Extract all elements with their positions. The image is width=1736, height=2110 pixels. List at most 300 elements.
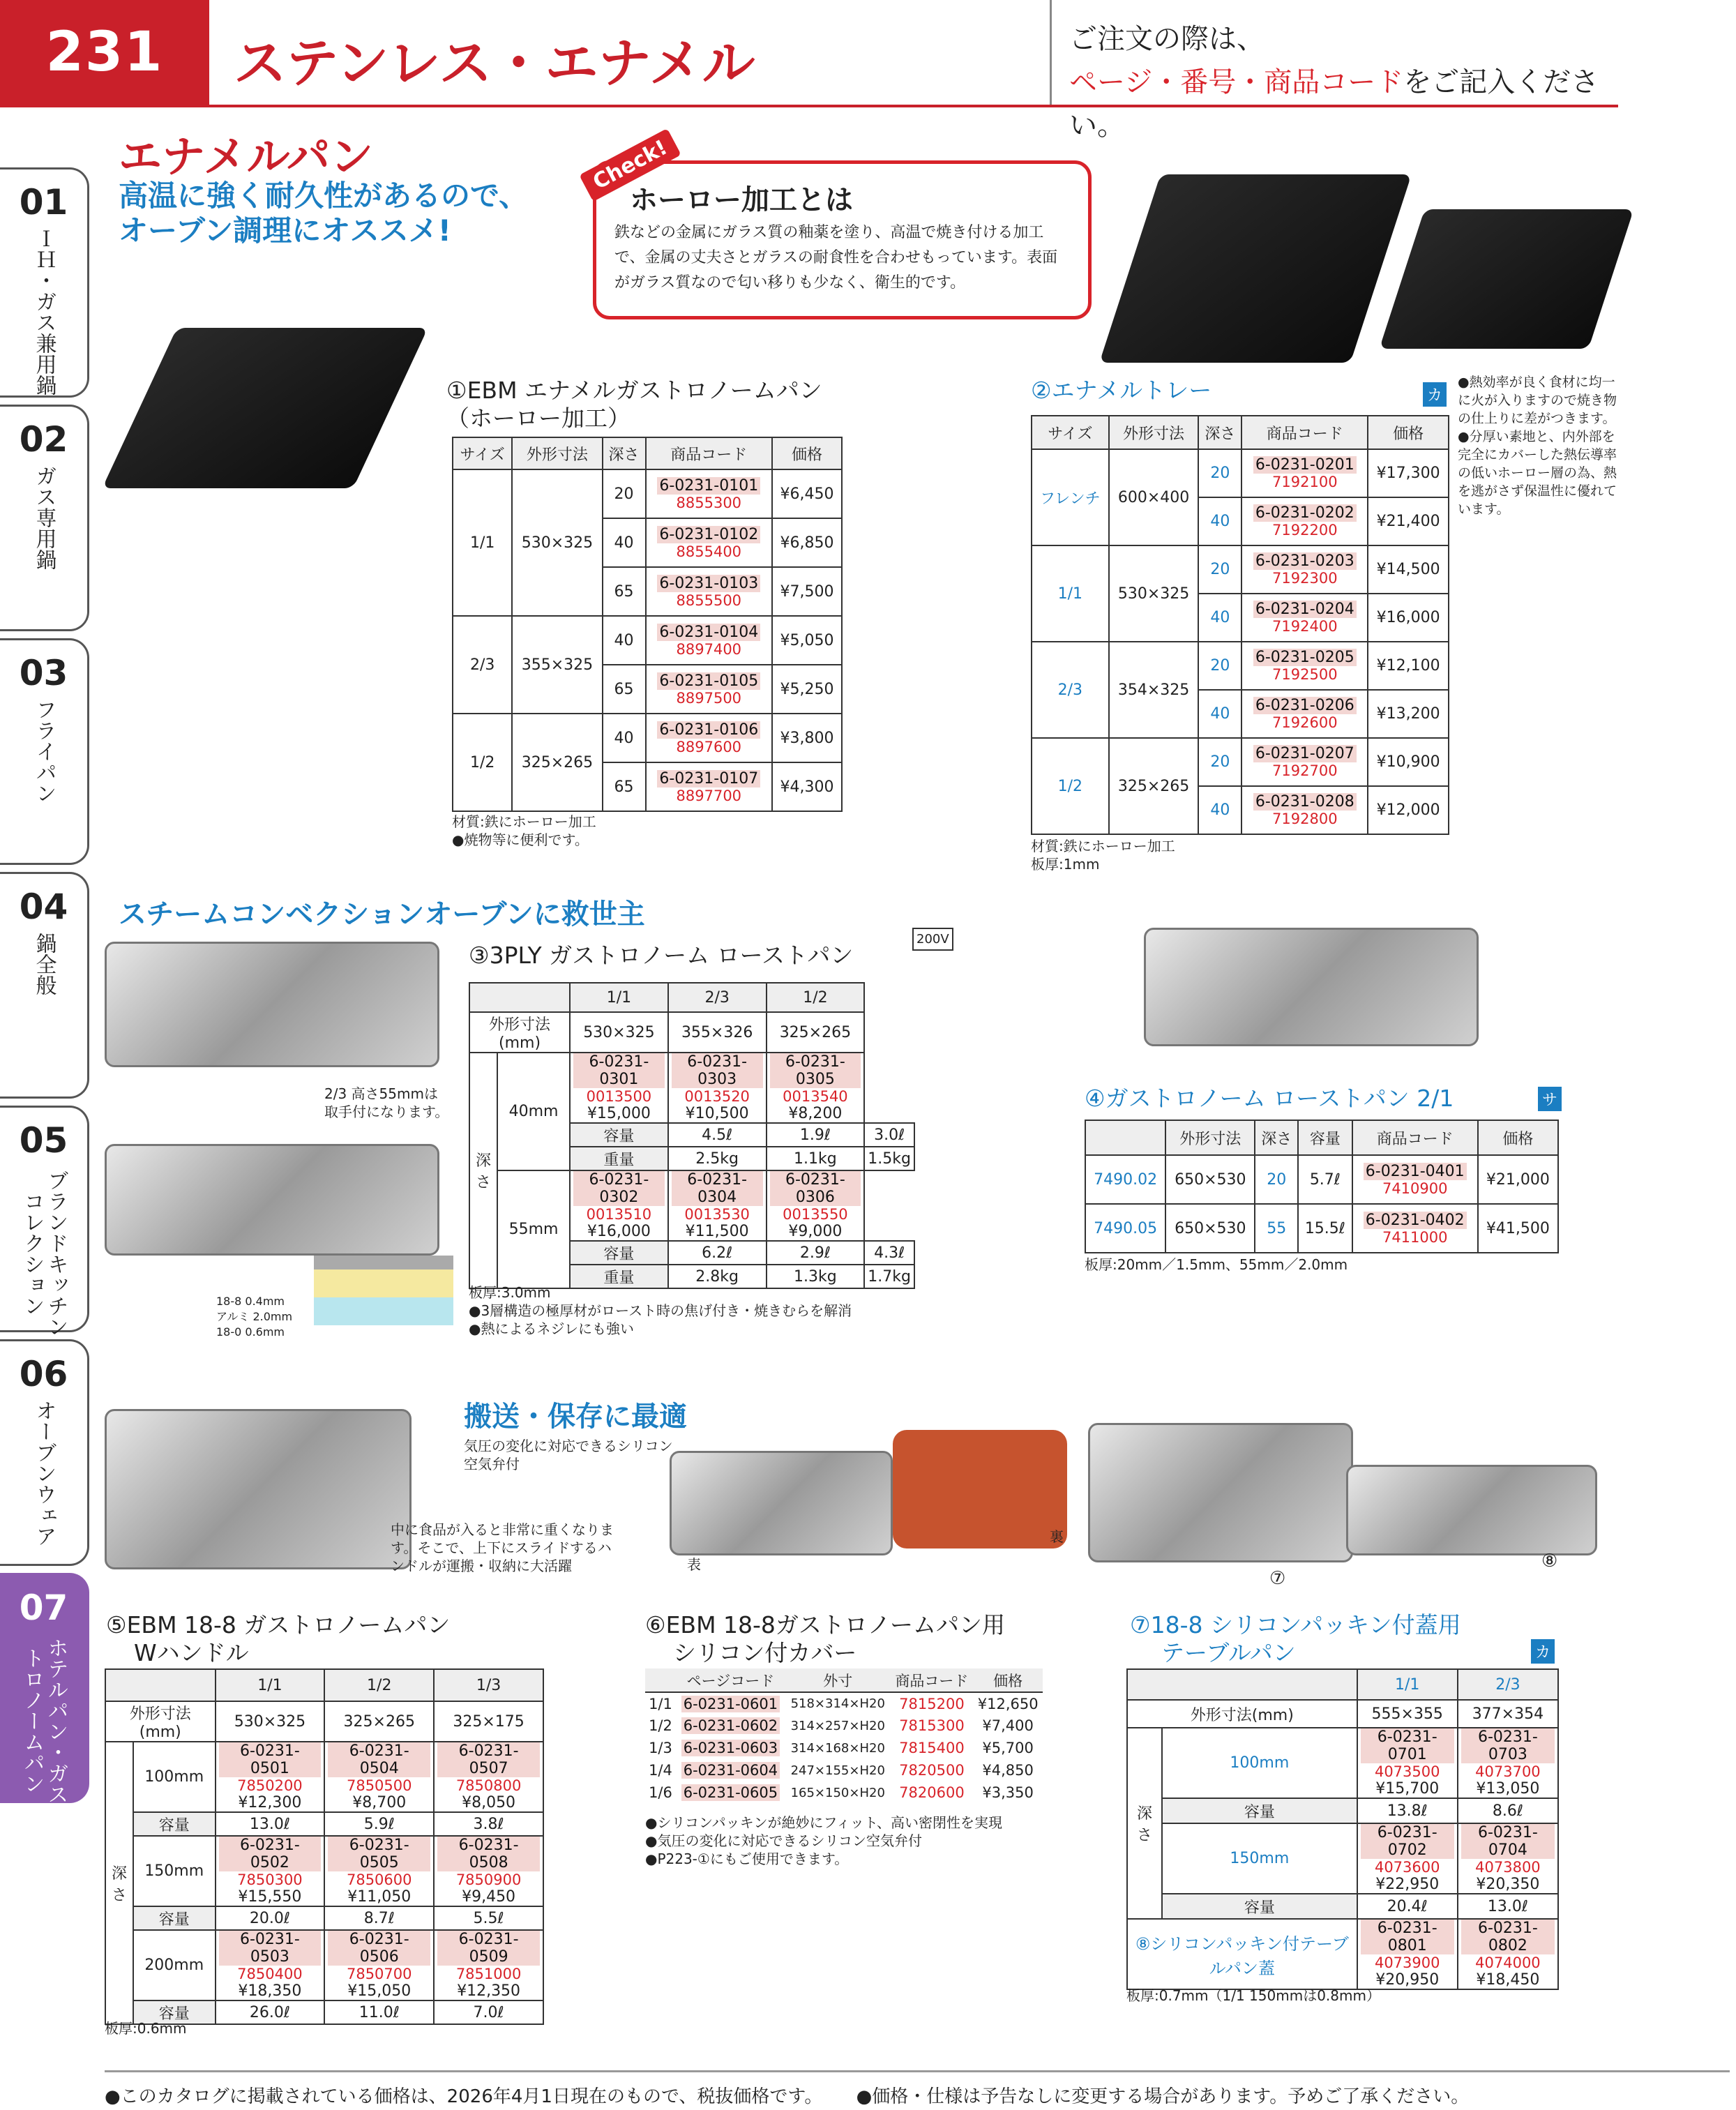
- tab-03[interactable]: [0, 638, 89, 865]
- price-cell: ¥16,000: [1368, 594, 1449, 642]
- tab-05[interactable]: [0, 1106, 89, 1337]
- dim-cell: 518×314×H20: [790, 1696, 885, 1711]
- dim-row: [105, 1701, 543, 1742]
- product-code: 6-0231-0801: [1361, 1920, 1454, 1954]
- column-header: [645, 1668, 676, 1692]
- sub-code: 0013500: [586, 1088, 652, 1105]
- capacity-cell: 11.0ℓ: [324, 2000, 434, 2024]
- enamel-tray-small-image: [1380, 209, 1634, 349]
- p2-note1: 材質:鉄にホーロー加工: [1031, 838, 1175, 854]
- weight-cell: 2.8kg: [668, 1265, 767, 1288]
- code-cell: [1241, 545, 1368, 594]
- code-row: [469, 1170, 914, 1241]
- size-cell: 1/3: [649, 1740, 672, 1756]
- capacity-row: [1127, 1798, 1558, 1823]
- dim-cell: 377×354: [1458, 1700, 1558, 1728]
- column-header: 1/3: [434, 1669, 543, 1701]
- sub-code: 7850500: [346, 1777, 412, 1794]
- p3-note2: ●3層構造の極厚材がロースト時の焦げ付き・焼きむらを解消: [469, 1302, 852, 1319]
- p2-table: [1031, 415, 1449, 835]
- product-code: 6-0231-0505: [328, 1837, 430, 1871]
- column-header: 外形寸法: [1109, 416, 1199, 449]
- p7-title-text: ⑦18-8 シリコンパッキン付蓋用: [1130, 1611, 1461, 1638]
- sub-code-cell: 7815400: [899, 1740, 965, 1756]
- code-cell: [216, 1836, 325, 1906]
- dim-cell: 314×168×H20: [790, 1740, 885, 1756]
- price: ¥15,550: [238, 1888, 302, 1906]
- sub-code: 4073500: [1374, 1763, 1440, 1780]
- dim-cell: 355×326: [668, 1012, 767, 1053]
- depth-cell: 65: [603, 665, 646, 714]
- column-header: 外形寸法: [512, 437, 602, 469]
- p3-title: ③3PLY ガストロノーム ローストパン: [469, 942, 854, 969]
- code-cell: [1458, 1728, 1558, 1798]
- depth-cell: 40: [603, 714, 646, 762]
- model-cell: 7490.05: [1085, 1204, 1165, 1253]
- dim-cell: 555×355: [1357, 1700, 1458, 1728]
- product-code: 6-0231-0507: [437, 1742, 540, 1777]
- price-cell: ¥12,650: [977, 1695, 1039, 1712]
- sub-code: 7192300: [1272, 570, 1338, 587]
- dim-cell: 650×530: [1165, 1155, 1255, 1204]
- order-note-line2: [1069, 61, 1618, 147]
- dim-cell: 530×325: [216, 1701, 325, 1742]
- p6-note2: ●気圧の変化に対応できるシリコン空気弁付: [645, 1832, 923, 1849]
- p1-title-text2: （ホーロー加工）: [446, 405, 631, 432]
- price-cell: ¥4,300: [772, 762, 842, 811]
- capacity-cell: 8.7ℓ: [324, 1906, 434, 1930]
- sub-code: 0013510: [586, 1206, 652, 1223]
- code-cell: [1241, 642, 1368, 690]
- depth-cell: 40: [1198, 594, 1241, 642]
- column-header: 商品コード: [891, 1668, 974, 1692]
- table-row: [1085, 1155, 1558, 1204]
- p5-title-text2: Wハンドル: [134, 1639, 249, 1666]
- product-code: 6-0231-0302: [573, 1171, 665, 1206]
- code-cell: [1357, 1823, 1458, 1894]
- enamel-tray-image: [1099, 174, 1412, 363]
- code-cell: [676, 1715, 785, 1737]
- code-cell: [1458, 1823, 1558, 1894]
- enamel-title: エナメルパン: [119, 131, 374, 182]
- price: ¥22,950: [1375, 1876, 1440, 1893]
- row-label: 容量: [1162, 1894, 1357, 1919]
- product-code: 6-0231-0303: [672, 1053, 763, 1088]
- img8-label: ⑧: [1541, 1551, 1558, 1572]
- tab-number: 04: [19, 887, 68, 927]
- price-cell: ¥21,400: [1368, 497, 1449, 545]
- p4-title: ④ガストロノーム ローストパン 2/1: [1085, 1085, 1454, 1112]
- price: ¥13,050: [1476, 1780, 1540, 1798]
- column-header: 2/3: [668, 983, 767, 1012]
- tab-07[interactable]: [0, 1573, 89, 1803]
- sub-code: 4073700: [1475, 1763, 1541, 1780]
- blank-header: [1127, 1669, 1357, 1700]
- capacity-cell: 15.5ℓ: [1298, 1204, 1352, 1253]
- size-cell: 1/2: [1032, 738, 1109, 834]
- product-code: 6-0231-0306: [770, 1171, 861, 1206]
- product-code: 6-0231-0704: [1461, 1824, 1555, 1859]
- column-header: 商品コード: [1352, 1120, 1478, 1155]
- p7-note: 板厚:0.7mm（1/1 150mmは0.8mm）: [1126, 1987, 1380, 2004]
- sub-code: 8855400: [676, 543, 742, 560]
- table-header: [453, 437, 842, 469]
- layer3: 18-0 0.6mm: [216, 1325, 285, 1339]
- row-label: 容量: [133, 1906, 216, 1930]
- price-cell: ¥13,200: [1368, 690, 1449, 738]
- code-cell: [646, 762, 772, 811]
- column-header: 2/3: [1458, 1669, 1558, 1700]
- p6-table: [645, 1668, 1043, 1804]
- sub-code: 0013530: [684, 1206, 750, 1223]
- product-code: 6-0231-0305: [770, 1053, 861, 1088]
- p5-note: 板厚:0.6mm: [105, 2020, 187, 2037]
- code-cell: [668, 1053, 767, 1123]
- code-cell: [646, 469, 772, 518]
- order-note-tail: をご記入ください。: [1069, 66, 1599, 142]
- sub-code: 7850900: [455, 1871, 522, 1888]
- steam-title: スチームコンベクションオーブンに救世主: [119, 898, 645, 930]
- p2-title: ②エナメルトレー: [1031, 377, 1212, 404]
- column-header: ページコード: [676, 1668, 785, 1692]
- weight-cell: 1.3kg: [767, 1265, 865, 1288]
- product-code: 6-0231-0107: [657, 770, 760, 788]
- p7-title-text2: テーブルパン: [1161, 1639, 1296, 1666]
- tab-number: 02: [19, 419, 68, 460]
- sub-code: 0013520: [684, 1088, 750, 1105]
- price-cell: ¥5,700: [982, 1740, 1034, 1756]
- product-code: 6-0231-0502: [219, 1837, 322, 1871]
- table-row: [1085, 1204, 1558, 1253]
- price: ¥12,350: [457, 1982, 521, 2000]
- handle-slide-note: 中に食品が入ると非常に重くなります。そこで、上下にスライドするハンドルが運搬・収納に大活躍: [391, 1521, 614, 1574]
- depth-cell: 20: [1198, 545, 1241, 594]
- tab-01[interactable]: [0, 167, 89, 398]
- size-cell: 2/3: [1032, 642, 1109, 738]
- depth-cell: 40: [603, 616, 646, 665]
- dim-cell: 165×150×H20: [790, 1785, 885, 1800]
- column-header: サイズ: [1032, 416, 1109, 449]
- price-cell: ¥7,400: [982, 1717, 1034, 1734]
- capacity-cell: 1.9ℓ: [767, 1123, 865, 1147]
- code-cell: [646, 567, 772, 616]
- sub-code-cell: 7820500: [899, 1762, 965, 1779]
- sub-code: 4073800: [1475, 1859, 1541, 1876]
- sub-code: 8897600: [676, 738, 742, 755]
- sub-code: 7411000: [1382, 1228, 1448, 1246]
- product-code: 6-0231-0301: [573, 1053, 665, 1088]
- table-header: [1085, 1120, 1558, 1155]
- product-code: 6-0231-0701: [1361, 1728, 1454, 1763]
- layer-diagram: [314, 1256, 453, 1325]
- dim-cell: 325×265: [767, 1012, 865, 1053]
- price: ¥15,050: [347, 1982, 412, 2000]
- p5-title: [106, 1611, 450, 1667]
- depth-cell: 20: [1255, 1155, 1298, 1204]
- sub-code: 7850600: [346, 1871, 412, 1888]
- product-code: 6-0231-0103: [657, 575, 760, 592]
- table-pan-image: [1088, 1423, 1353, 1562]
- table-row: [1032, 642, 1449, 690]
- sub-code: 4074000: [1475, 1954, 1541, 1971]
- code-cell: [434, 1930, 543, 2000]
- product-code: 6-0231-0401: [1364, 1163, 1467, 1180]
- p2-notes: [1031, 837, 1175, 873]
- footer: [105, 2070, 1730, 2108]
- sub-code-cell: 7820600: [899, 1784, 965, 1801]
- capacity-cell: 4.5ℓ: [668, 1123, 767, 1147]
- tab-label: ホテルパン・ガストロノームパン: [20, 1637, 68, 1804]
- price-cell: ¥4,850: [982, 1762, 1034, 1779]
- handle-note: 2/3 高さ55mmは取手付になります。: [324, 1085, 449, 1120]
- table-row: [1032, 738, 1449, 786]
- capacity-cell: 7.0ℓ: [434, 2000, 543, 2024]
- sub-code: 7192600: [1272, 714, 1338, 731]
- table-row: [453, 469, 842, 518]
- sub-code: 7851000: [455, 1966, 522, 1982]
- depth-value: 55mm: [497, 1170, 570, 1288]
- weight-cell: 1.5kg: [864, 1147, 914, 1170]
- capacity-row: [1127, 1894, 1558, 1919]
- table-row: [1032, 545, 1449, 594]
- product-code: 6-0231-0506: [328, 1931, 430, 1966]
- sub-code: 7850700: [346, 1966, 412, 1982]
- capacity-cell: 8.6ℓ: [1458, 1798, 1558, 1823]
- layer-labels: [216, 1294, 292, 1340]
- product-code: 6-0231-0203: [1253, 552, 1357, 570]
- tab-06[interactable]: [0, 1339, 89, 1566]
- table-row: [645, 1737, 1043, 1759]
- column-header: 価格: [1368, 416, 1449, 449]
- code-cell: [767, 1053, 865, 1123]
- column-header: 価格: [772, 437, 842, 469]
- table-row: [645, 1759, 1043, 1781]
- sub-code: 8855300: [676, 494, 742, 511]
- transport-sub: 気圧の変化に対応できるシリコン空気弁付: [464, 1438, 673, 1472]
- table-pan-lid-image: [1346, 1465, 1597, 1555]
- tab-label: ブランドキッチンコレクション: [20, 1170, 68, 1337]
- weight-cell: 1.1kg: [767, 1147, 865, 1170]
- blank-header: [105, 1669, 216, 1701]
- code-cell: [646, 518, 772, 567]
- capacity-cell: 6.2ℓ: [668, 1241, 767, 1265]
- price-cell: ¥12,100: [1368, 642, 1449, 690]
- depth-label: 深さ: [1127, 1728, 1162, 1919]
- depth-cell: 20: [1198, 642, 1241, 690]
- tab-number: 07: [19, 1588, 68, 1628]
- size-cell: 1/2: [453, 714, 512, 811]
- depth-value: 100mm: [1162, 1728, 1357, 1798]
- size-cell: 1/1: [453, 469, 512, 616]
- dim-cell: 247×155×H20: [790, 1763, 885, 1778]
- page-number: 231: [0, 0, 209, 105]
- row-label: 容量: [570, 1123, 668, 1147]
- dim-label: 外形寸法(mm): [469, 1012, 570, 1053]
- check-tag: Check!: [579, 128, 681, 202]
- transport-title: 搬送・保存に最適: [464, 1401, 687, 1433]
- size-cell: 1/6: [649, 1784, 672, 1801]
- price: ¥9,000: [788, 1223, 843, 1240]
- code-cell: [1352, 1204, 1478, 1253]
- tab-label: オーブンウェア: [31, 1400, 56, 1546]
- capacity-cell: 13.0ℓ: [216, 1812, 325, 1836]
- p5-title-text: ⑤EBM 18-8 ガストロノームパン: [106, 1611, 451, 1638]
- column-header: サイズ: [453, 437, 512, 469]
- front-label: 表: [687, 1556, 701, 1573]
- code-cell: [646, 665, 772, 714]
- dim-cell: 325×265: [324, 1701, 434, 1742]
- code-cell: [324, 1742, 434, 1812]
- weight-cell: 1.7kg: [864, 1265, 914, 1288]
- roast-pan-2-1-image: [1144, 928, 1479, 1046]
- sub-code: 7192200: [1272, 522, 1338, 538]
- img7-label: ⑦: [1269, 1568, 1286, 1589]
- sub-code-cell: 7815200: [899, 1695, 965, 1712]
- sub-code: 7192100: [1272, 474, 1338, 490]
- capacity-cell: 4.3ℓ: [864, 1241, 914, 1265]
- cover-front-image: [670, 1451, 893, 1555]
- price: ¥20,350: [1476, 1876, 1540, 1893]
- roast-pan2-image: [105, 1144, 439, 1256]
- p3-table: [469, 982, 915, 1289]
- table-header: [1032, 416, 1449, 449]
- tab-label: ＩＨ・ガス兼用鍋: [31, 228, 56, 395]
- check-body: 鉄などの金属にガラス質の釉薬を塗り、高温で焼き付ける加工で、金属の丈夫さとガラスの耐食性を合わせもっています。表面がガラス質なので匂い移りも少なく、衛生的です。: [614, 224, 1058, 292]
- dim-cell: 325×265: [1109, 738, 1199, 834]
- p6-note3: ●P223-①にもご使用できます。: [645, 1851, 849, 1867]
- tab-label: フライパン: [31, 699, 56, 804]
- page-title: ステンレス・エナメル: [234, 32, 755, 94]
- code-cell: [676, 1781, 785, 1804]
- weight-cell: 2.5kg: [668, 1147, 767, 1170]
- sub-code: 7192400: [1272, 618, 1338, 635]
- code-row: [105, 1836, 543, 1906]
- check-title: ホーロー加工とは: [630, 184, 853, 216]
- table-header: [469, 983, 914, 1012]
- tab-number: 03: [19, 653, 68, 693]
- code-row: [105, 1742, 543, 1812]
- code-cell: [434, 1836, 543, 1906]
- dim-cell: 600×400: [1109, 449, 1199, 545]
- depth-cell: 20: [603, 469, 646, 518]
- product-code: 6-0231-0202: [1253, 504, 1357, 522]
- order-note-line1: ご注文の際は、: [1069, 23, 1265, 55]
- blank-header: [469, 983, 570, 1012]
- price: ¥8,200: [788, 1105, 843, 1122]
- depth-cell: 40: [603, 518, 646, 567]
- p1-note1: 材質:鉄にホーロー加工: [452, 813, 596, 830]
- check-box: [593, 160, 1092, 319]
- size-cell: フレンチ: [1032, 449, 1109, 545]
- p5-table: [105, 1668, 544, 2025]
- size-cell: 2/3: [453, 616, 512, 714]
- price: ¥15,700: [1375, 1780, 1440, 1798]
- code-row: [1127, 1823, 1558, 1894]
- column-header: 価格: [1478, 1120, 1558, 1155]
- dim-label: 外形寸法(mm): [1127, 1700, 1357, 1728]
- sub-code: 4073600: [1374, 1859, 1440, 1876]
- size-cell: 1/2: [649, 1717, 672, 1734]
- column-header: 価格: [973, 1668, 1043, 1692]
- code-cell: [1458, 1919, 1558, 1989]
- sub-code: 4073900: [1374, 1954, 1440, 1971]
- code-cell: [570, 1053, 668, 1123]
- dim-cell: 530×325: [1109, 545, 1199, 642]
- product-code: 6-0231-0104: [657, 624, 760, 641]
- price-cell: ¥12,000: [1368, 786, 1449, 834]
- price: ¥11,050: [347, 1888, 412, 1906]
- price-cell: ¥5,250: [772, 665, 842, 714]
- code-cell: [668, 1170, 767, 1241]
- product-code: 6-0231-0205: [1253, 649, 1357, 666]
- capacity-cell: 2.9ℓ: [767, 1241, 865, 1265]
- p6-notes: [645, 1814, 1002, 1868]
- depth-cell: 65: [603, 567, 646, 616]
- sub-code: 7192700: [1272, 762, 1338, 779]
- product-code: 6-0231-0204: [1253, 601, 1357, 618]
- column-header: [1085, 1120, 1165, 1155]
- dim-cell: 325×265: [512, 714, 602, 811]
- product-code: 6-0231-0604: [681, 1762, 780, 1779]
- capacity-cell: 20.4ℓ: [1357, 1894, 1458, 1919]
- sub-code: 7850300: [237, 1871, 303, 1888]
- row-label: 容量: [133, 1812, 216, 1836]
- price: ¥8,700: [352, 1794, 407, 1811]
- back-label: 裏: [1050, 1528, 1064, 1545]
- product-code: 6-0231-0601: [681, 1696, 780, 1712]
- tab-02[interactable]: [0, 405, 89, 631]
- dim-cell: 530×325: [512, 469, 602, 616]
- p7-title: [1130, 1611, 1461, 1667]
- capacity-cell: 13.8ℓ: [1357, 1798, 1458, 1823]
- code-cell: [1241, 497, 1368, 545]
- sub-code: 8897700: [676, 787, 742, 804]
- column-header: 容量: [1298, 1120, 1352, 1155]
- code-row: [105, 1930, 543, 2000]
- product-code: 6-0231-0402: [1364, 1212, 1467, 1229]
- p4-table: [1085, 1120, 1559, 1253]
- product-code: 6-0231-0105: [657, 672, 760, 690]
- table-row: [645, 1692, 1043, 1715]
- sub-code: 7410900: [1382, 1180, 1448, 1197]
- price-cell: ¥5,050: [772, 616, 842, 665]
- price-cell: ¥7,500: [772, 567, 842, 616]
- p6-title-text: ⑥EBM 18-8ガストロノームパン用: [645, 1611, 1005, 1638]
- code-cell: [216, 1742, 325, 1812]
- code-cell: [1352, 1155, 1478, 1204]
- price-cell: ¥21,000: [1478, 1155, 1558, 1204]
- price-cell: ¥10,900: [1368, 738, 1449, 786]
- code-cell: [1357, 1919, 1458, 1989]
- column-header: 1/2: [767, 983, 865, 1012]
- depth-value: 40mm: [497, 1053, 570, 1170]
- column-header: 深さ: [1255, 1120, 1298, 1155]
- product-code: 6-0231-0509: [437, 1931, 540, 1966]
- product-code: 6-0231-0703: [1461, 1728, 1555, 1763]
- sub-code: 7850200: [237, 1777, 303, 1794]
- column-header: 深さ: [1198, 416, 1241, 449]
- product-code: 6-0231-0605: [681, 1784, 780, 1801]
- cover-back-image: [893, 1430, 1067, 1548]
- code-row: [1127, 1728, 1558, 1798]
- gas-icon-2: カ: [1531, 1639, 1555, 1664]
- code-cell: [767, 1170, 865, 1241]
- voltage-icon: 200V: [912, 928, 953, 951]
- capacity-cell: 3.0ℓ: [864, 1123, 914, 1147]
- sub-code: 7192800: [1272, 811, 1338, 827]
- tab-04[interactable]: [0, 872, 89, 1099]
- p2-side1: ●熱効率が良く食材に均一に火が入りますので焼き物の仕上りに差がつきます。: [1458, 375, 1617, 426]
